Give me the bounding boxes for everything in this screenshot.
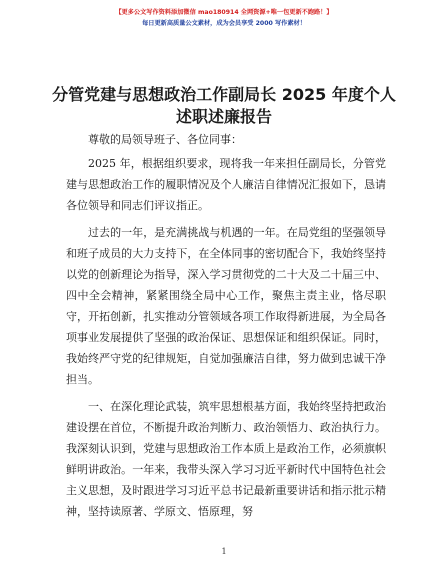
salutation: 尊敬的局领导班子、各位同事：: [88, 133, 242, 146]
promo-banner-line-1: 【更多公文写作资料添加微信 mao180914 全网资源+唯一包更新不跑路！】: [115, 9, 333, 16]
promo-banner-line-2: 每日更新高质量公文素材，成为会员享受 2000 写作素材！: [142, 20, 306, 27]
promo-banner: [0, 7, 448, 29]
document-title: 分管党建与思想政治工作副局长 2025 年度个人述职述廉报告: [52, 85, 396, 126]
paragraph-intro: 2025 年，根据组织要求，现将我一年来担任副局长，分管党建与思想政治工作的履职情况及个人廉洁自律情况汇报如下，恳请各位领导和同志们评议指正。: [66, 157, 386, 212]
document-body: [66, 129, 386, 522]
page-number: 1: [221, 547, 227, 556]
paragraph-section-one: 一、在深化理论武装，筑牢思想根基方面，我始终坚持把政治建设摆在首位，不断提升政治判断力、政治领悟力、政治执行力。我深刻认识到，党建与思想政治工作本质上是政治工作，必须旗帜鲜明讲政治。一年来，我带头深入学习习近平新时代中国特色社会主义思想，及时跟进学习习近平总书记最新重要讲话和指示批示精神，坚持读原著、学原文、悟原理，努: [66, 400, 386, 518]
paragraph-overview: 过去的一年，是充满挑战与机遇的一年。在局党组的坚强领导和班子成员的大力支持下，在全体同事的密切配合下，我始终坚持以党的创新理论为指导，深入学习贯彻党的二十大及二十届三中、四中全会精神，紧紧围绕全局中心工作，聚焦主责主业，恪尽职守，开拓创新，扎实推动分管领域各项工作取得新进展，为全局各项事业发展提供了坚强的政治保证、思想保证和组织保证。同时，我始终严守党的纪律规矩，自觉加强廉洁自律，努力做到忠诚干净担当。: [66, 226, 386, 386]
